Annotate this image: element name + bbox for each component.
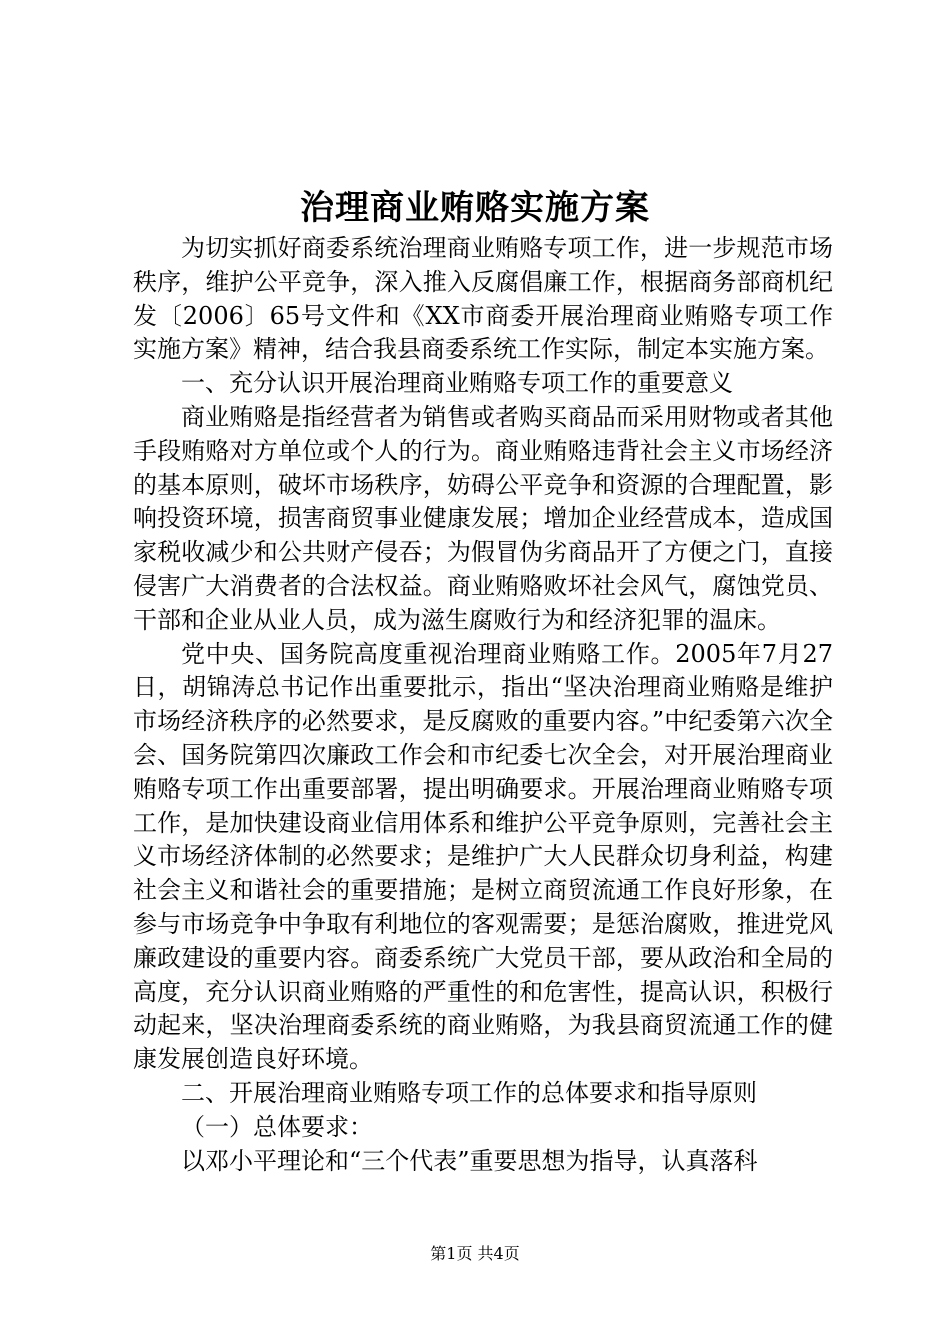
body-paragraph: 商业贿赂是指经营者为销售或者购买商品而采用财物或者其他手段贿赂对方单位或个人的行为。商业贿赂违背社会主义市场经济的基本原则，破坏市场秩序，妨碍公平竞争和资源的合理配置，影响投资环境，损害商贸事业健康发展；增加企业经营成本，造成国家税收减少和公共财产侵吞；为假冒伪劣商品开了方便之门，直接侵害广大消费者的合法权益。商业贿赂败坏社会风气，腐蚀党员、干部和企业从业人员，成为滋生腐败行为和经济犯罪的温床。 (133, 402, 833, 634)
body-paragraph: 以邓小平理论和“三个代表”重要思想为指导，认真落科 (181, 1146, 758, 1175)
document-body (133, 232, 833, 1178)
section-heading-1: 一、充分认识开展治理商业贿赂专项工作的重要意义 (181, 369, 733, 398)
intro-paragraph: 为切实抓好商委系统治理商业贿赂专项工作，进一步规范市场秩序，维护公平竞争，深入推入反腐倡廉工作，根据商务部商机纪发〔2006〕65号文件和《XX市商委开展治理商业贿赂专项工作实施方案》精神，结合我县商委系统工作实际，制定本实施方案。 (133, 234, 833, 364)
document-title: 治理商业贿赂实施方案 (300, 188, 650, 228)
subsection-heading: （一）总体要求： (181, 1112, 373, 1141)
page-number-footer: 第1页 共4页 (430, 1244, 520, 1263)
body-paragraph: 党中央、国务院高度重视治理商业贿赂工作。2005年7月27日，胡锦涛总书记作出重要批示，指出“坚决治理商业贿赂是维护市场经济秩序的必然要求，是反腐败的重要内容。”中纪委第六次全会、国务院第四次廉政工作会和市纪委七次全会，对开展治理商业贿赂专项工作出重要部署，提出明确要求。开展治理商业贿赂专项工作，是加快建设商业信用体系和维护公平竞争原则，完善社会主义市场经济体制的必然要求；是维护广大人民群众切身利益，构建社会主义和谐社会的重要措施；是树立商贸流通工作良好形象，在参与市场竞争中争取有利地位的客观需要；是惩治腐败，推进党风廉政建设的重要内容。商委系统广大党员干部，要从政治和全局的高度，充分认识商业贿赂的严重性的和危害性，提高认识，积极行动起来，坚决治理商委系统的商业贿赂，为我县商贸流通工作的健康发展创造良好环境。 (133, 639, 833, 1074)
section-heading-2: 二、开展治理商业贿赂专项工作的总体要求和指导原则 (181, 1078, 757, 1107)
